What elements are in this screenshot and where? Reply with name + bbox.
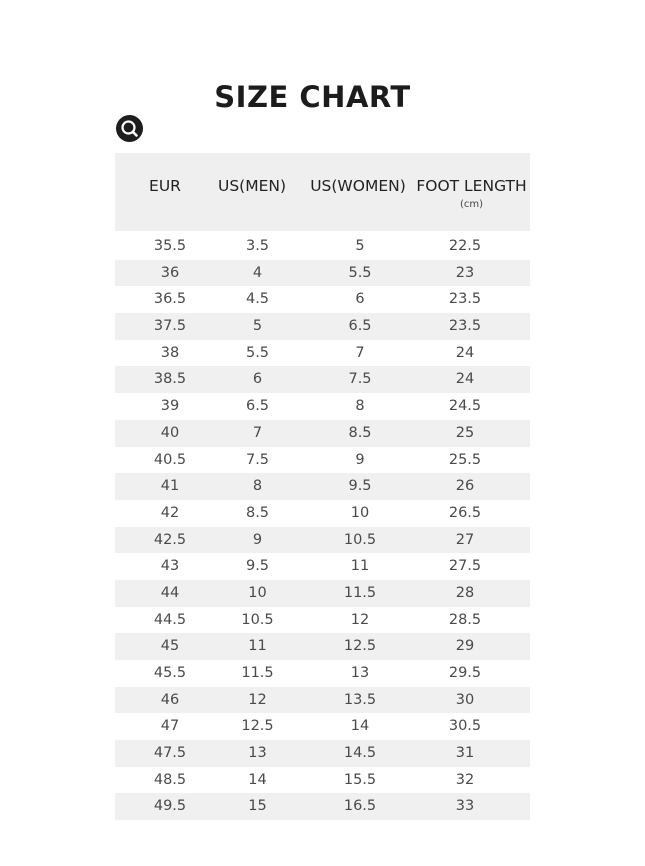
- cell-us-women: 11: [350, 558, 370, 575]
- table-row: [115, 286, 530, 313]
- cell-foot-length: 29.5: [448, 665, 482, 681]
- cell-us-women: 13: [350, 665, 370, 681]
- header-us-women: US(WOMEN): [310, 177, 406, 195]
- cell-eur: 45.5: [153, 665, 187, 681]
- cell-us-men: 5.5: [245, 344, 270, 361]
- cell-foot-length: 33: [455, 798, 475, 815]
- cell-foot-length: 28.5: [448, 611, 482, 628]
- cell-eur: 44: [160, 584, 180, 601]
- table-row: [115, 313, 530, 340]
- cell-eur: 41: [160, 478, 180, 495]
- cell-eur: 36: [160, 264, 180, 281]
- cell-foot-length: 32: [455, 771, 475, 788]
- cell-us-men: 9: [252, 531, 263, 548]
- cell-foot-length: 29: [455, 638, 475, 655]
- cell-us-men: 6: [252, 371, 263, 388]
- cell-us-women: 9: [355, 451, 365, 468]
- cell-us-women: 9.5: [348, 478, 372, 495]
- cell-us-women: 10: [350, 504, 370, 521]
- cell-us-women: 7: [355, 344, 365, 361]
- table-row: [115, 447, 530, 474]
- cell-us-men: 10.5: [241, 611, 274, 628]
- cell-foot-length: 24.5: [448, 398, 482, 415]
- cell-eur: 47.5: [153, 745, 187, 762]
- cell-foot-length: 26: [455, 478, 475, 495]
- table-row: [115, 633, 530, 660]
- cell-foot-length: 31: [455, 745, 475, 762]
- cell-us-men: 8.5: [245, 504, 270, 521]
- cell-foot-length: 22.5: [448, 238, 482, 254]
- table-row: [115, 420, 530, 447]
- cell-foot-length: 27.5: [448, 558, 482, 575]
- cell-eur: 38: [160, 344, 180, 361]
- cell-foot-length: 24: [455, 344, 475, 361]
- table-row: [115, 687, 530, 714]
- cell-us-women: 8.5: [348, 424, 372, 441]
- cell-us-men: 6.5: [245, 398, 270, 415]
- cell-us-women: 5: [355, 238, 365, 254]
- zoom-icon[interactable]: [116, 115, 143, 142]
- cell-us-men: 14: [248, 771, 267, 788]
- cell-foot-length: 30.5: [448, 718, 482, 735]
- cell-us-women: 8: [355, 398, 365, 415]
- table-row: [115, 740, 530, 767]
- cell-us-men: 7.5: [245, 451, 270, 468]
- cell-us-women: 13.5: [343, 691, 377, 708]
- cell-eur: 35.5: [153, 238, 187, 254]
- table-row: [115, 233, 530, 260]
- cell-foot-length: 23.5: [448, 318, 482, 335]
- table-row: [115, 340, 530, 367]
- cell-foot-length: 23: [455, 264, 475, 281]
- cell-eur: 36.5: [153, 291, 187, 308]
- cell-us-men: 11: [248, 638, 267, 655]
- cell-us-men: 13: [248, 745, 267, 762]
- cell-us-women: 6: [355, 291, 365, 308]
- cell-foot-length: 25: [455, 424, 475, 441]
- cell-eur: 49.5: [153, 798, 187, 815]
- cell-foot-length: 28: [455, 584, 475, 601]
- size-table: [115, 153, 530, 820]
- cell-us-men: 11.5: [241, 665, 274, 681]
- cell-eur: 40: [160, 424, 180, 441]
- cell-us-men: 12.5: [241, 718, 274, 735]
- table-row: [115, 500, 530, 527]
- cell-us-women: 16.5: [343, 798, 377, 815]
- cell-eur: 48.5: [153, 771, 187, 788]
- cell-us-women: 15.5: [343, 771, 377, 788]
- table-row: [115, 607, 530, 634]
- cell-us-men: 4.5: [245, 291, 270, 308]
- table-header: [115, 153, 530, 231]
- table-row: [115, 473, 530, 500]
- cell-us-men: 8: [252, 478, 263, 495]
- table-row: [115, 793, 530, 820]
- cell-us-women: 14.5: [343, 745, 377, 762]
- cell-eur: 45: [160, 638, 180, 655]
- header-eur: EUR: [149, 177, 181, 195]
- cell-us-men: 7: [252, 424, 263, 441]
- page-title: SIZE CHART: [214, 80, 411, 114]
- cell-foot-length: 26.5: [448, 504, 482, 521]
- cell-foot-length: 25.5: [448, 451, 482, 468]
- cell-us-men: 5: [252, 318, 263, 335]
- cell-us-women: 6.5: [348, 318, 372, 335]
- table-row: [115, 660, 530, 687]
- cell-eur: 37.5: [153, 318, 187, 335]
- cell-eur: 47: [160, 718, 180, 735]
- cell-us-women: 12.5: [343, 638, 377, 655]
- table-row: [115, 366, 530, 393]
- header-unit: (cm): [459, 199, 484, 210]
- table-row: [115, 713, 530, 740]
- cell-us-women: 10.5: [343, 531, 377, 548]
- cell-us-women: 7.5: [348, 371, 372, 388]
- cell-eur: 39: [160, 398, 180, 415]
- cell-foot-length: 23.5: [448, 291, 482, 308]
- cell-us-women: 11.5: [343, 584, 377, 601]
- header-foot-length: FOOT LENGTH: [416, 177, 527, 195]
- cell-eur: 46: [160, 691, 180, 708]
- table-row: [115, 767, 530, 794]
- header-us-men: US(MEN): [217, 177, 287, 195]
- cell-us-men: 10: [248, 584, 267, 601]
- cell-us-women: 14: [350, 718, 370, 735]
- cell-eur: 42.5: [153, 531, 187, 548]
- cell-us-men: 15: [248, 798, 267, 815]
- cell-us-men: 9.5: [245, 558, 270, 575]
- table-row: [115, 260, 530, 287]
- cell-eur: 43: [160, 558, 180, 575]
- cell-eur: 40.5: [153, 451, 187, 468]
- cell-us-men: 4: [252, 264, 263, 281]
- cell-foot-length: 30: [455, 691, 475, 708]
- cell-us-men: 3.5: [245, 238, 270, 254]
- cell-us-men: 12: [248, 691, 267, 708]
- table-row: [115, 527, 530, 554]
- cell-eur: 42: [160, 504, 180, 521]
- table-row: [115, 553, 530, 580]
- cell-foot-length: 24: [455, 371, 475, 388]
- cell-eur: 44.5: [153, 611, 187, 628]
- cell-us-women: 5.5: [348, 264, 372, 281]
- cell-us-women: 12: [350, 611, 370, 628]
- table-body: [115, 233, 530, 820]
- cell-eur: 38.5: [153, 371, 187, 388]
- table-row: [115, 393, 530, 420]
- cell-foot-length: 27: [455, 531, 475, 548]
- table-row: [115, 580, 530, 607]
